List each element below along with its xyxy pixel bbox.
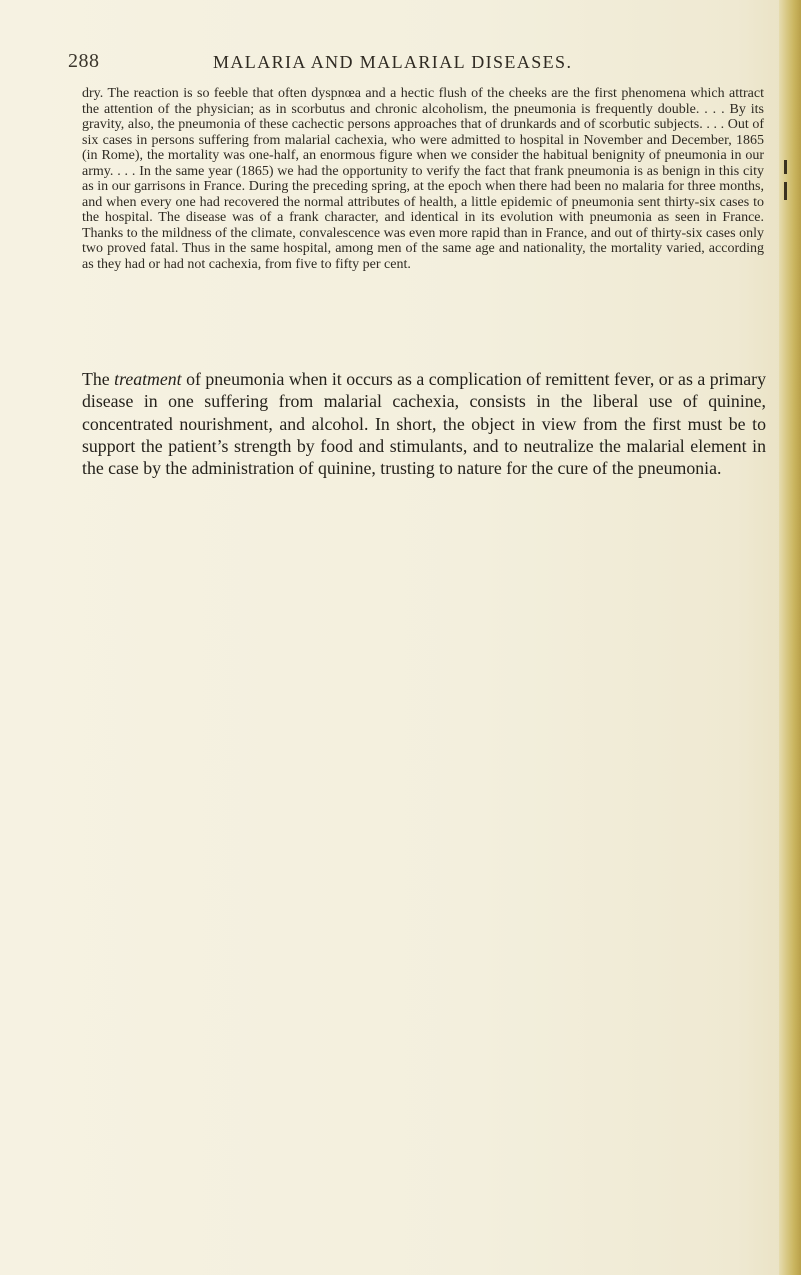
running-head: MALARIA AND MALARIAL DISEASES. <box>213 52 573 72</box>
treatment-paragraph <box>82 368 766 479</box>
page-edge <box>779 0 801 1275</box>
page-number: 288 <box>68 50 100 72</box>
treatment-rest: of pneumonia when it occurs as a complication of remittent fever, or as a primary disease in one suffering from malarial cachexia, consists in the liberal use of quinine, concentrated nourishment, and alcohol. In short, the object in view from the first must be to support the patient’s strength by food and stimulants, and to neutralize the malarial element in the case by the administration of quinine, trusting to nature for the cure of the pneumonia. <box>82 369 766 479</box>
edge-mark <box>784 182 787 200</box>
page-header <box>68 50 758 80</box>
treatment-lead: The <box>82 369 115 389</box>
treatment-italic-word: treatment <box>114 369 182 389</box>
edge-mark <box>784 160 787 174</box>
quoted-paragraph: dry. The reaction is so feeble that often dyspnœa and a hectic flush of the cheeks are the first phenomena which attract the attention of the physician; as in scorbutus and chronic alcoholism, the pneumonia is frequently double. . . . By its gravity, also, the pneumonia of these cachectic persons approaches that of drunkards and of scorbutic subjects. . . . Out of six cases in persons suffering from malarial cachexia, who were admitted to hospital in November and December, 1865 (in Rome), the mortality was one-half, an enormous figure when we consider the habitual benignity of pneumonia in our army. . . . In the same year (1865) we had the opportunity to verify the fact that frank pneumonia is as benign in this city as in our garrisons in France. During the preceding spring, at the epoch when there had been no malaria for three months, and when every one had recovered the normal attributes of health, a little epidemic of pneumonia sent thirty-six cases to the hospital. The disease was of a frank character, and identical in its evolution with pneumonia as seen in France. Thanks to the mildness of the climate, convalescence was even more rapid than in France, and out of thirty-six cases only two proved fatal. Thus in the same hospital, among men of the same age and nationality, the mortality varied, according as they had or had not cachexia, from five to fifty per cent. <box>82 86 764 272</box>
